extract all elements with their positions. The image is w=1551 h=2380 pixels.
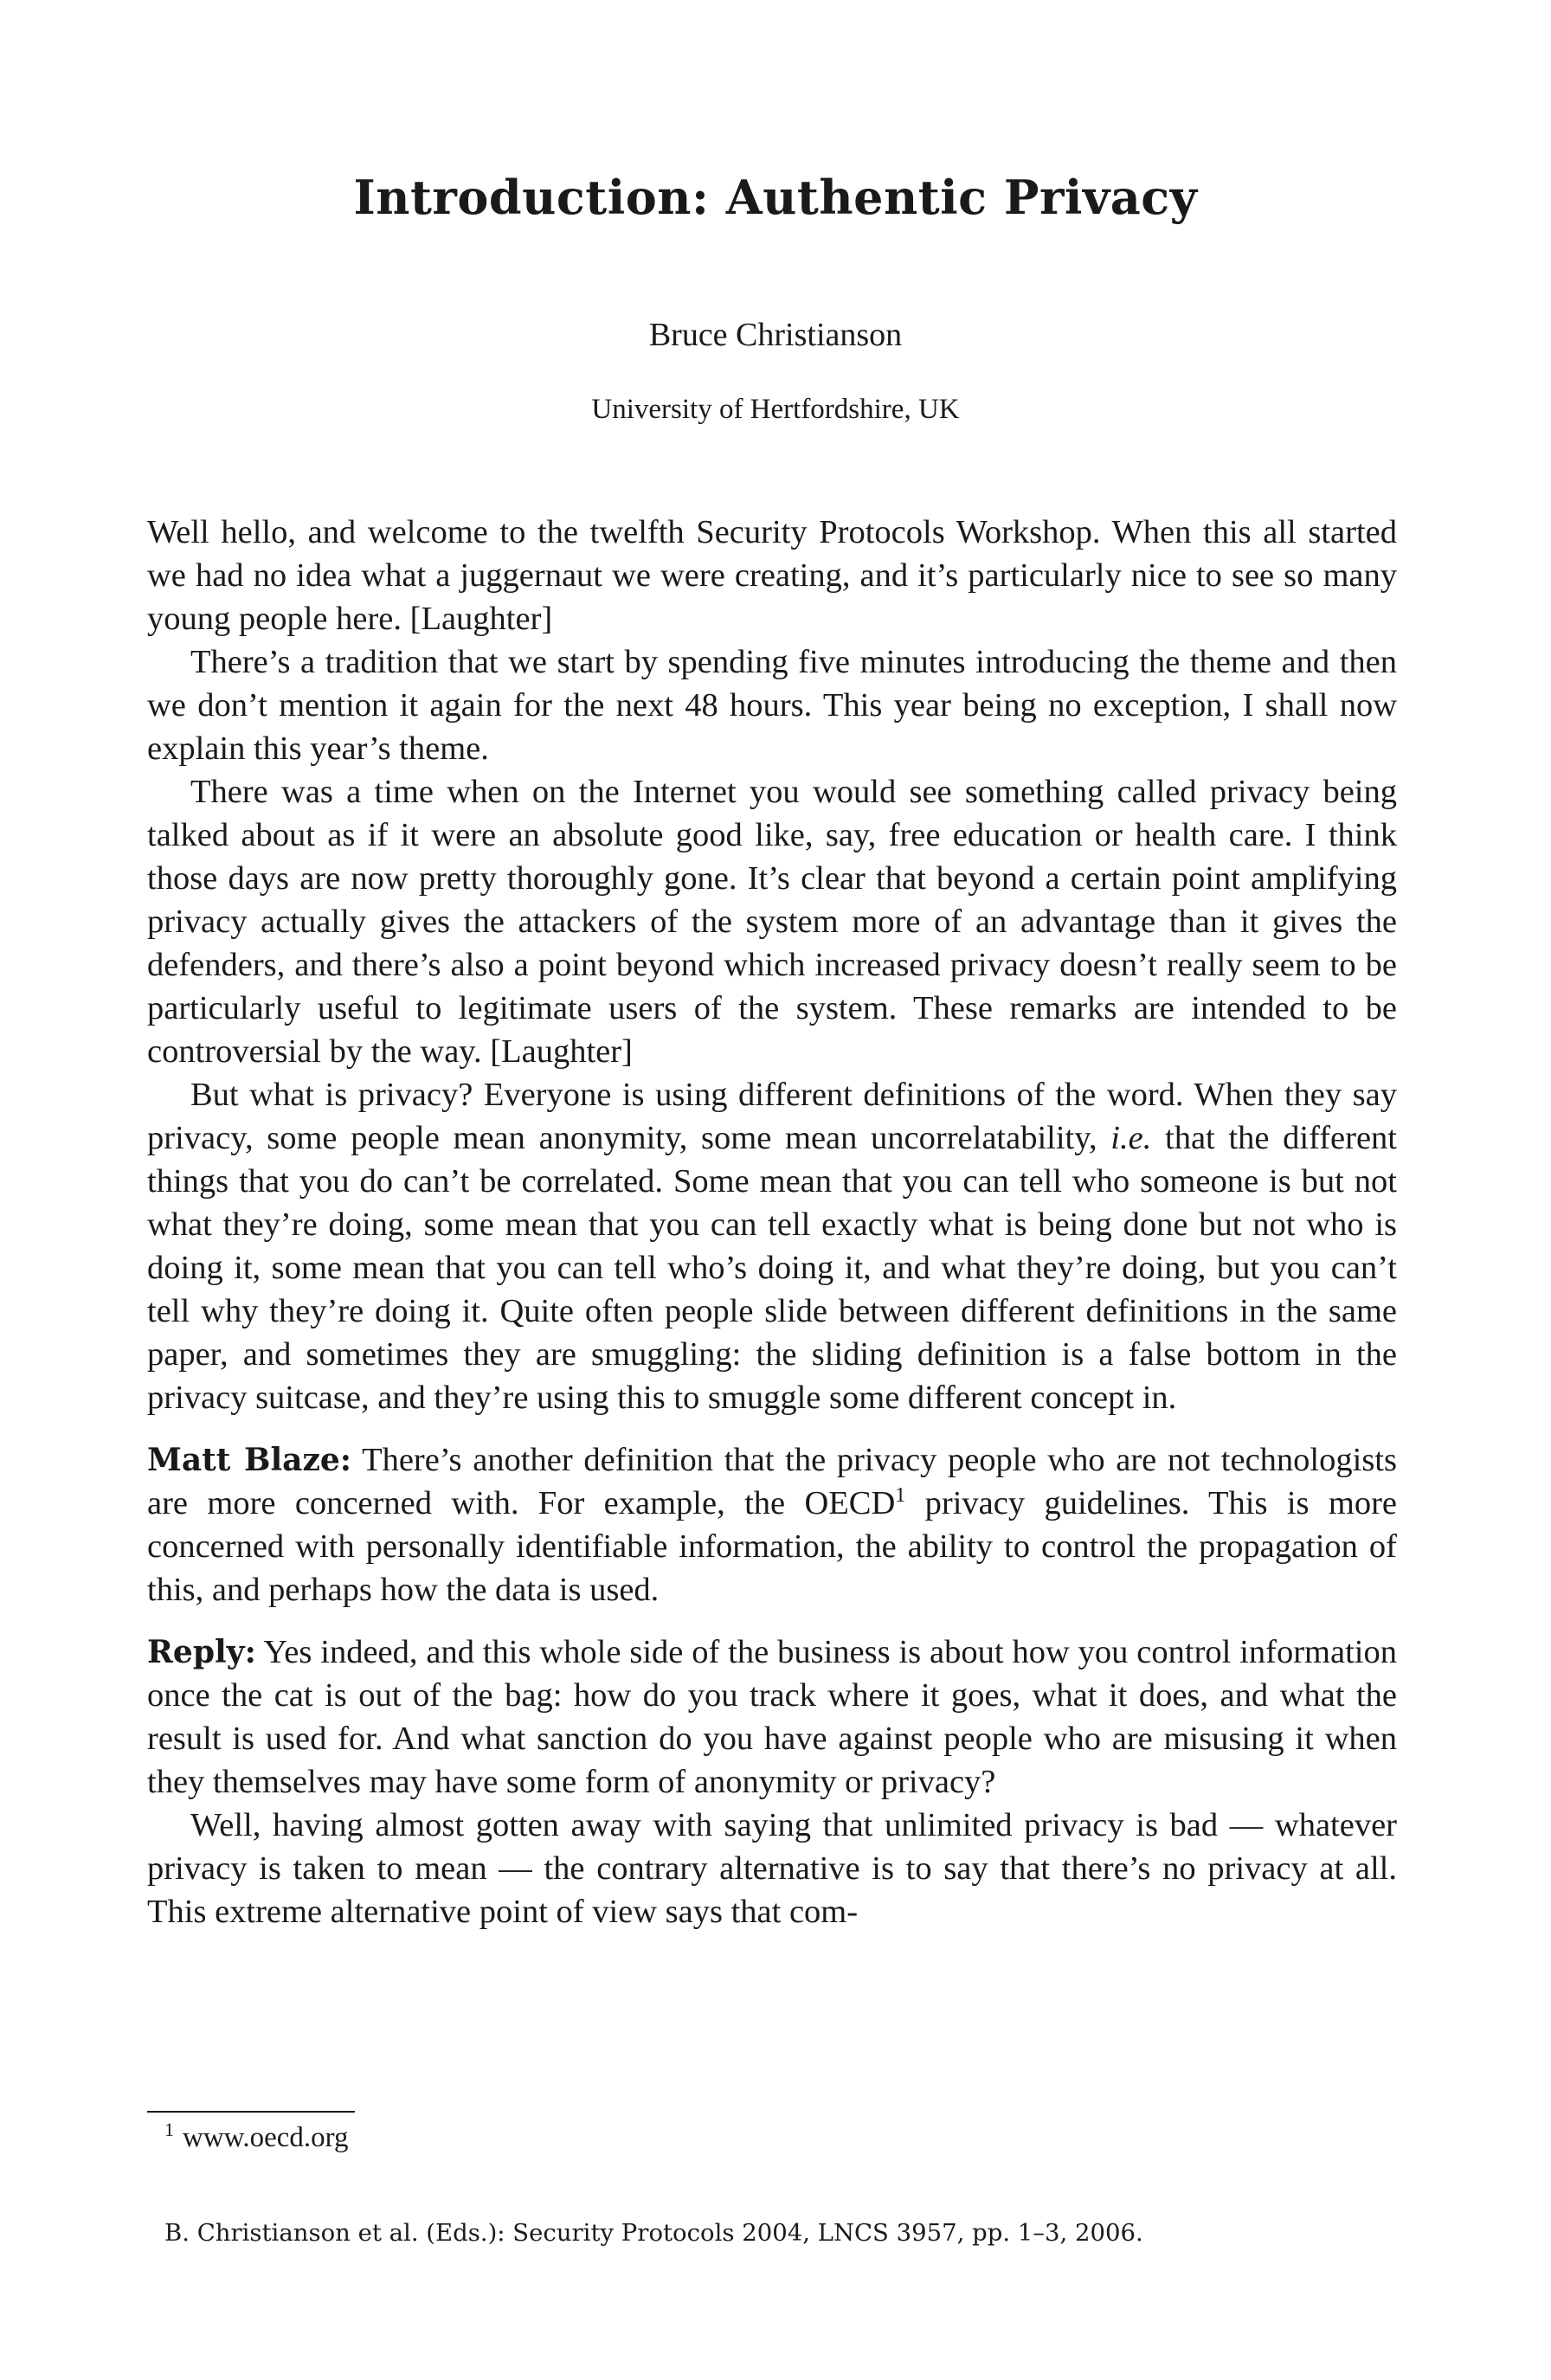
paragraph-text: There’s another definition that the privacy people who are not technologists are more concerned with. For example, the OECD: [147, 1442, 1397, 1521]
speaker-name: Reply:: [147, 1634, 256, 1670]
italic-abbreviation: i.e.: [1110, 1120, 1152, 1156]
citation-line: B. Christianson et al. (Eds.): Security Protocols 2004, LNCS 3957, pp. 1–3, 2006.: [164, 2219, 1143, 2247]
footnote-link[interactable]: www.oecd.org: [183, 2122, 349, 2153]
speaker-name: Matt Blaze:: [147, 1442, 352, 1478]
paragraph: Well hello, and welcome to the twelfth Security Protocols Workshop. When this all started we had no idea what a juggernaut we were creating, and it’s particularly nice to see so many young people here. [Laughter]: [147, 514, 1397, 637]
body-text: [147, 511, 1397, 1933]
paragraph-text: privacy guidelines. This is more concerned with personally identifiable information, the ability to control the propagation of this, and perhaps how the data is used.: [147, 1485, 1397, 1608]
paper-title: Introduction: Authentic Privacy: [353, 170, 1198, 225]
paragraph: There’s a tradition that we start by spending five minutes introducing the theme and then we don’t mention it again for the next 48 hours. This year being no exception, I shall now explain this year’s theme.: [147, 644, 1397, 767]
footnote: [164, 2120, 349, 2155]
paragraph: There was a time when on the Internet you would see something called privacy being talked about as if it were an absolute good like, say, free education or health care. I think those days are now pretty thoroughly gone. It’s clear that beyond a certain point amplifying privacy actually gives the attackers of the system more of an advantage than it gives the defenders, and there’s also a point beyond which increased privacy doesn’t really seem to be particularly useful to legitimate users of the system. These remarks are intended to be controversial by the way. [Laughter]: [147, 774, 1397, 1070]
speaker-paragraph: [147, 1631, 1397, 1804]
footnote-divider: [147, 2111, 355, 2113]
speaker-paragraph: [147, 1438, 1397, 1611]
footnote-number: 1: [164, 2119, 174, 2140]
author-affiliation: University of Hertfordshire, UK: [591, 394, 960, 425]
paragraph-text: that the different things that you do can’t be correlated. Some mean that you can tell who someone is but not what they’re doing, some mean that you can tell exactly what is being done but not who is doing it, some mean that you can tell who’s doing it, and what they’re doing, but you can’t tell why they’re doing it. Quite often people slide between different definitions in the same paper, and sometimes they are smuggling: the sliding definition is a false bottom in the privacy suitcase, and they’re using this to smuggle some different concept in.: [147, 1120, 1397, 1416]
footnote-marker[interactable]: 1: [895, 1484, 906, 1508]
paragraph: [147, 1073, 1397, 1419]
author-name: Bruce Christianson: [648, 317, 903, 353]
paragraph-text: But what is privacy? Everyone is using different definitions of the word. When they say privacy, some people mean anonymity, some mean uncorrelatability,: [147, 1077, 1397, 1156]
paragraph-text: Yes indeed, and this whole side of the business is about how you control information once the cat is out of the bag: how do you track where it goes, what it does, and what the result is used for. And what sanction do you have against people who are misusing it when they themselves may have some form of anonymity or privacy?: [147, 1634, 1397, 1800]
paragraph: Well, having almost gotten away with saying that unlimited privacy is bad — whatever privacy is taken to mean — the contrary alternative is to say that there’s no privacy at all. This extreme alternative point of view says that com-: [147, 1807, 1397, 1930]
